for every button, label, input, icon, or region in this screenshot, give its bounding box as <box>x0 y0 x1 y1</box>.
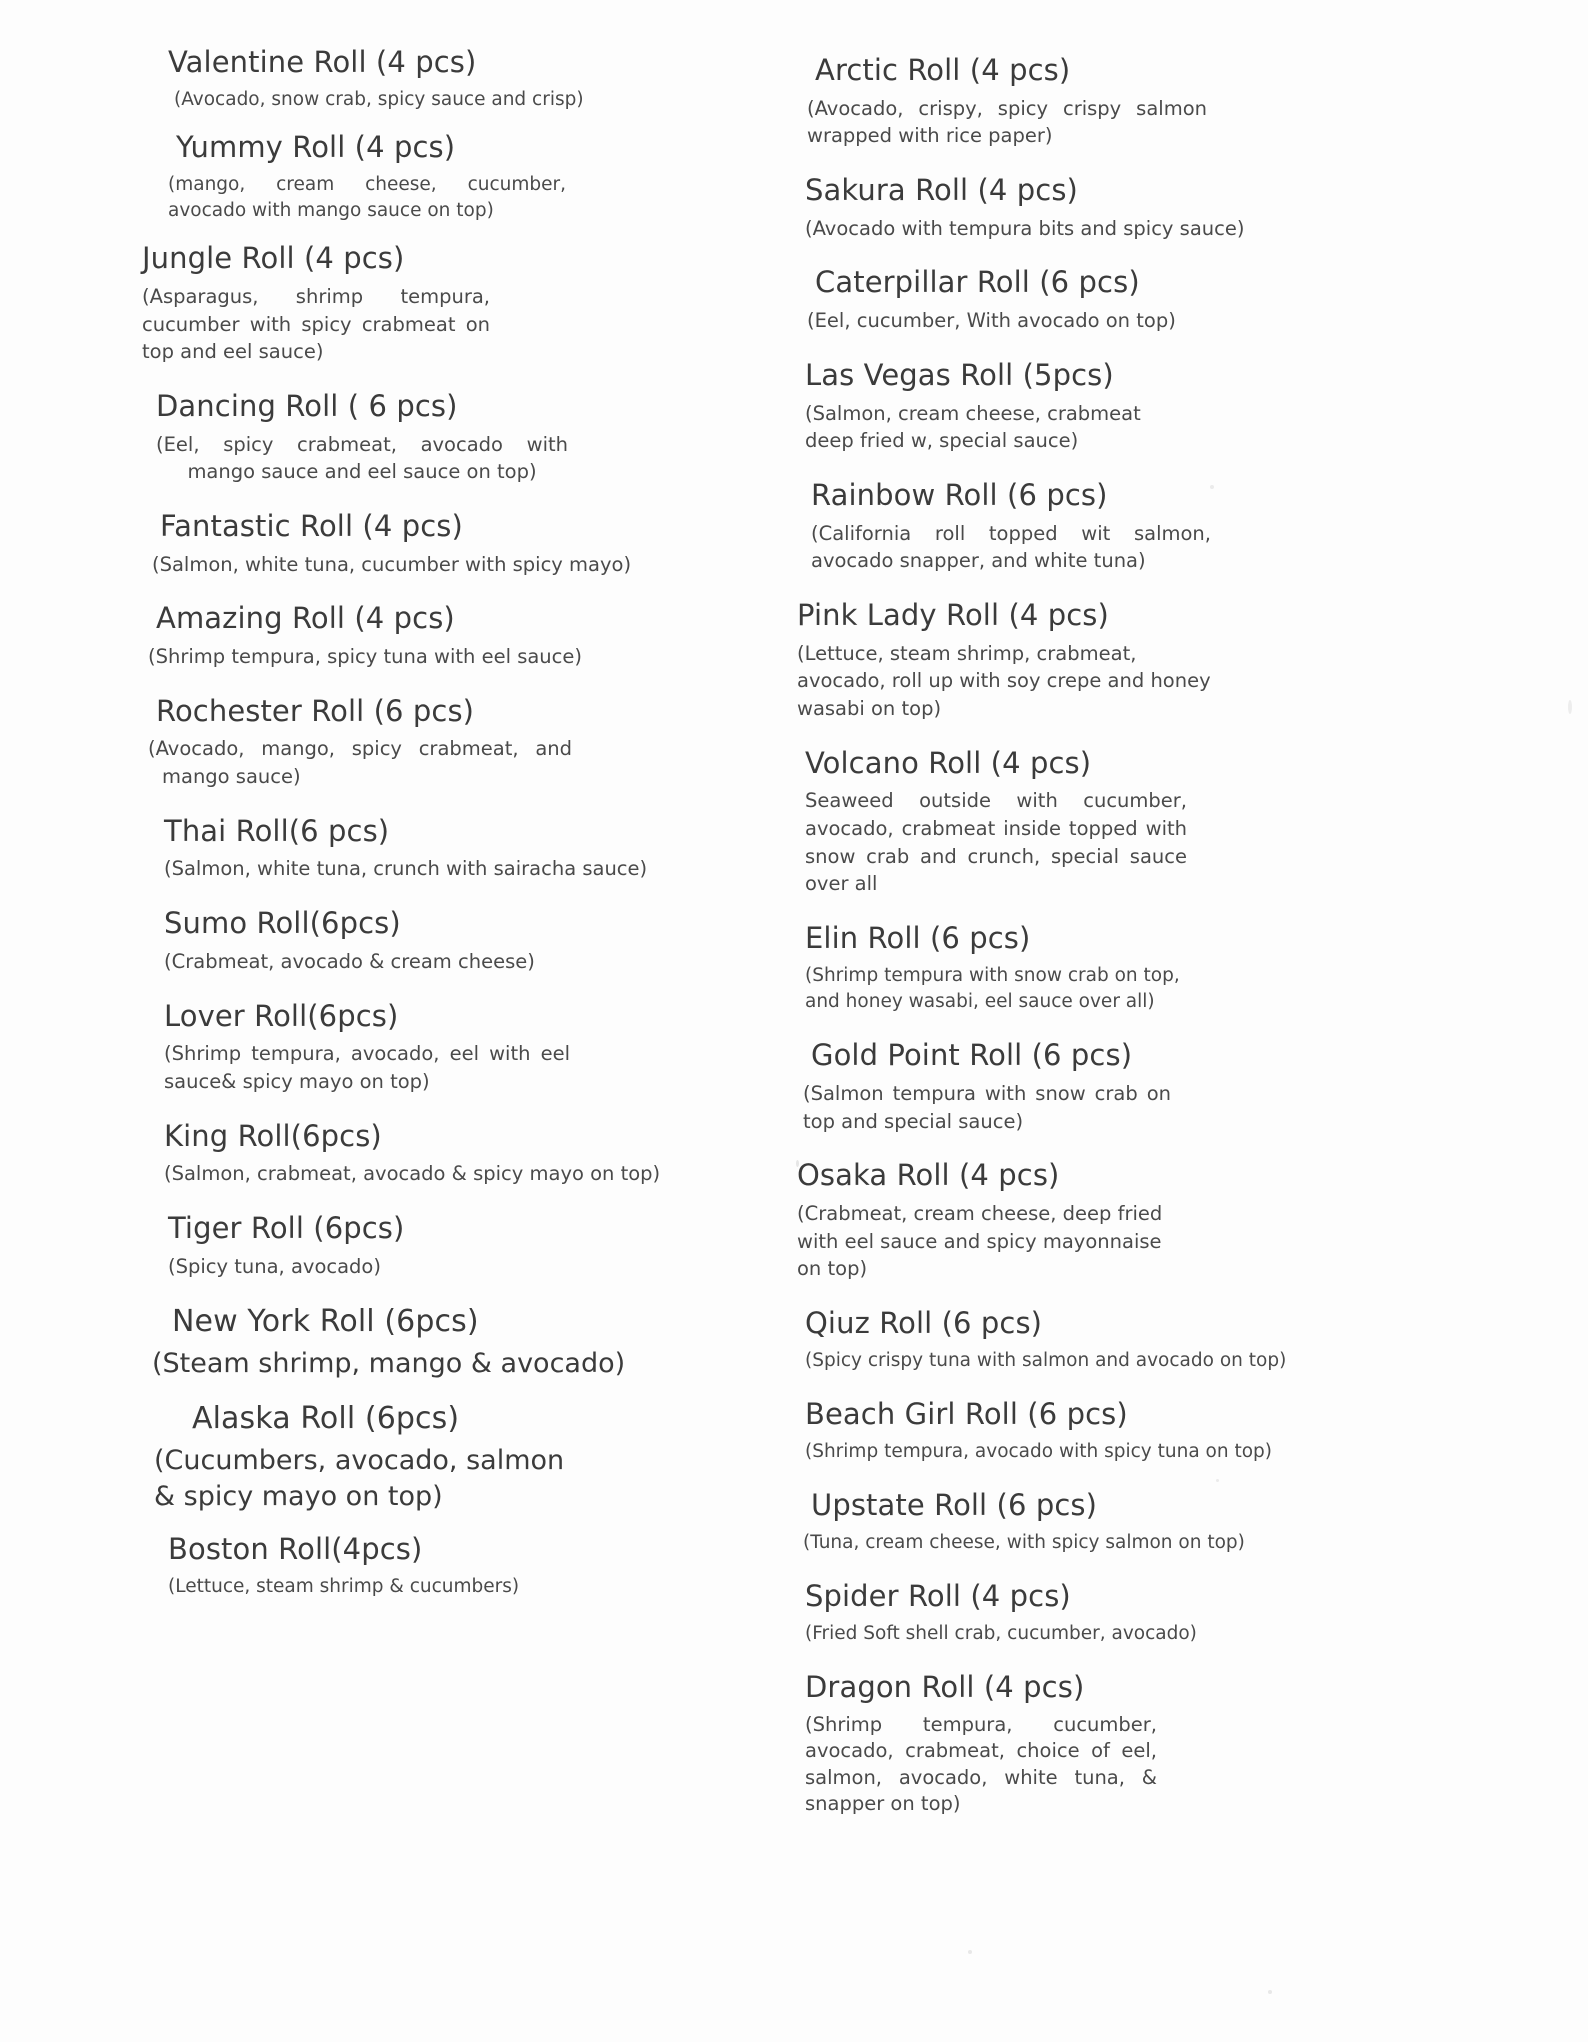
menu-item-name: New York Roll (6pcs) <box>172 1304 479 1340</box>
scan-speck <box>968 1950 972 1954</box>
menu-item-description: (Cucumbers, avocado, salmon & spicy mayo on top) <box>154 1444 565 1512</box>
menu-item-alaska-roll[interactable] <box>150 1399 740 1515</box>
menu-item-name: Pink Lady Roll (4 pcs) <box>797 597 1109 632</box>
menu-item-description: (Spicy tuna, avocado) <box>168 1254 381 1278</box>
menu-item-name: Spider Roll (4 pcs) <box>805 1579 1071 1614</box>
menu-item-tiger-roll[interactable] <box>150 1210 740 1280</box>
menu-item-new-york-roll[interactable] <box>150 1302 740 1382</box>
menu-item-name: Elin Roll (6 pcs) <box>805 921 1031 956</box>
menu-item-description: (Avocado, mango, spicy crabmeat, and mango sauce) <box>148 737 572 789</box>
menu-item-description: (Crabmeat, avocado & cream cheese) <box>164 949 535 973</box>
menu-item-name: Gold Point Roll (6 pcs) <box>811 1038 1133 1073</box>
menu-item-name: King Roll(6pcs) <box>164 1118 382 1153</box>
menu-column-right <box>760 44 1588 1818</box>
menu-columns <box>0 44 1588 1818</box>
menu-item-description: (Fried Soft shell crab, cucumber, avocado) <box>805 1622 1197 1644</box>
menu-item-name: Yummy Roll (4 pcs) <box>176 129 456 164</box>
menu-item-name: Dancing Roll ( 6 pcs) <box>156 388 458 423</box>
menu-item-dragon-roll[interactable] <box>805 1669 1488 1818</box>
menu-item-spider-roll[interactable] <box>805 1578 1488 1647</box>
scan-speck <box>1568 700 1572 714</box>
menu-column-left <box>0 44 760 1600</box>
menu-item-name: Tiger Roll (6pcs) <box>168 1210 405 1245</box>
menu-item-description: (Eel, cucumber, With avocado on top) <box>807 309 1176 333</box>
menu-item-jungle-roll[interactable] <box>142 240 740 366</box>
menu-item-description: (Asparagus, shrimp tempura, cucumber with spicy crabmeat on top and eel sauce) <box>142 284 490 364</box>
menu-item-description: (Shrimp tempura, spicy tuna with eel sauce) <box>148 645 582 669</box>
menu-item-name: Alaska Roll (6pcs) <box>192 1400 460 1436</box>
menu-item-boston-roll[interactable] <box>150 1531 740 1600</box>
menu-item-name: Volcano Roll (4 pcs) <box>805 745 1092 780</box>
menu-item-name: Las Vegas Roll (5pcs) <box>805 357 1114 392</box>
menu-item-description: (Tuna, cream cheese, with spicy salmon on top) <box>803 1531 1245 1553</box>
menu-item-dancing-roll[interactable] <box>150 388 740 486</box>
menu-item-description: (Eel, spicy crabmeat, avocado with mango sauce and eel sauce on top) <box>156 432 568 484</box>
menu-item-name: Jungle Roll (4 pcs) <box>142 241 405 276</box>
scan-speck <box>1210 485 1214 489</box>
menu-item-name: Rochester Roll (6 pcs) <box>156 693 475 728</box>
menu-item-las-vegas-roll[interactable] <box>805 357 1488 455</box>
menu-item-description: (mango, cream cheese, cucumber, avocado with mango sauce on top) <box>168 173 566 221</box>
menu-item-osaka-roll[interactable] <box>797 1157 1488 1283</box>
menu-item-name: Qiuz Roll (6 pcs) <box>805 1306 1043 1341</box>
menu-item-king-roll[interactable] <box>150 1118 740 1188</box>
menu-item-name: Sumo Roll(6pcs) <box>164 906 401 941</box>
menu-item-description: (Crabmeat, cream cheese, deep fried with eel sauce and spicy mayonnaise on top) <box>797 1202 1163 1281</box>
menu-item-lover-roll[interactable] <box>150 998 740 1096</box>
menu-item-pink-lady-roll[interactable] <box>797 597 1488 723</box>
menu-item-upstate-roll[interactable] <box>805 1487 1488 1556</box>
menu-item-name: Beach Girl Roll (6 pcs) <box>805 1397 1128 1432</box>
menu-item-name: Boston Roll(4pcs) <box>168 1531 423 1566</box>
menu-item-sumo-roll[interactable] <box>150 905 740 975</box>
menu-item-description: (Avocado, snow crab, spicy sauce and crisp) <box>174 88 584 110</box>
menu-item-description: (Shrimp tempura, avocado, eel with eel sauce& spicy mayo on top) <box>164 1042 570 1093</box>
menu-item-amazing-roll[interactable] <box>150 600 740 670</box>
scan-speck <box>796 1160 799 1167</box>
menu-item-volcano-roll[interactable] <box>805 745 1488 898</box>
menu-item-name: Caterpillar Roll (6 pcs) <box>815 265 1140 300</box>
scan-speck <box>1268 1990 1272 1994</box>
menu-item-name: Valentine Roll (4 pcs) <box>168 45 477 79</box>
menu-item-beach-girl-roll[interactable] <box>805 1396 1488 1465</box>
menu-item-name: Osaka Roll (4 pcs) <box>797 1158 1060 1193</box>
menu-item-rainbow-roll[interactable] <box>805 477 1488 575</box>
menu-item-description: (Salmon, white tuna, crunch with sairacha sauce) <box>164 857 648 881</box>
menu-item-name: Lover Roll(6pcs) <box>164 998 399 1033</box>
menu-item-name: Arctic Roll (4 pcs) <box>815 53 1071 87</box>
menu-item-description: (Avocado, crispy, spicy crispy salmon wrapped with rice paper) <box>807 96 1207 148</box>
menu-item-description: (Lettuce, steam shrimp, crabmeat, avocado, roll up with soy crepe and honey wasabi on top) <box>797 641 1211 720</box>
menu-item-arctic-roll[interactable] <box>805 52 1488 150</box>
menu-item-yummy-roll[interactable] <box>150 129 740 224</box>
menu-item-description: (Salmon, white tuna, cucumber with spicy mayo) <box>152 552 632 576</box>
menu-item-name: Fantastic Roll (4 pcs) <box>160 508 463 543</box>
menu-item-elin-roll[interactable] <box>805 920 1488 1015</box>
menu-item-name: Thai Roll(6 pcs) <box>164 813 390 848</box>
menu-item-description: (California roll topped wit salmon, avocado snapper, and white tuna) <box>811 521 1211 573</box>
scan-speck <box>1216 1479 1219 1482</box>
menu-item-description: (Salmon, crabmeat, avocado & spicy mayo on top) <box>164 1162 661 1186</box>
menu-item-thai-roll[interactable] <box>150 813 740 883</box>
menu-item-description: (Salmon tempura with snow crab on top and special sauce) <box>803 1082 1171 1133</box>
menu-item-name: Dragon Roll (4 pcs) <box>805 1669 1085 1704</box>
menu-item-description: (Steam shrimp, mango & avocado) <box>152 1348 626 1380</box>
menu-item-description: (Lettuce, steam shrimp & cucumbers) <box>168 1575 520 1597</box>
menu-item-gold-point-roll[interactable] <box>805 1037 1488 1135</box>
menu-item-name: Sakura Roll (4 pcs) <box>805 173 1078 208</box>
menu-item-description: (Salmon, cream cheese, crabmeat deep fried w, special sauce) <box>805 401 1141 453</box>
menu-item-description: (Avocado with tempura bits and spicy sauce) <box>805 216 1245 240</box>
menu-item-name: Rainbow Roll (6 pcs) <box>811 477 1108 512</box>
menu-item-description: (Shrimp tempura, avocado with spicy tuna on top) <box>805 1440 1272 1462</box>
menu-item-valentine-roll[interactable] <box>150 44 740 113</box>
menu-item-description: Seaweed outside with cucumber, avocado, crabmeat inside topped with snow crab and crunch, special sauce over all <box>805 789 1187 896</box>
menu-item-description: (Spicy crispy tuna with salmon and avocado on top) <box>805 1349 1287 1371</box>
menu-item-caterpillar-roll[interactable] <box>805 264 1488 334</box>
menu-item-name: Upstate Roll (6 pcs) <box>811 1488 1097 1523</box>
menu-item-description: (Shrimp tempura with snow crab on top, and honey wasabi, eel sauce over all) <box>805 964 1180 1013</box>
menu-item-sakura-roll[interactable] <box>805 172 1488 242</box>
menu-item-description: (Shrimp tempura, cucumber, avocado, crabmeat, choice of eel, salmon, avocado, white tuna, & snapper on top) <box>805 1712 1157 1816</box>
menu-item-fantastic-roll[interactable] <box>150 508 740 578</box>
menu-item-qiuz-roll[interactable] <box>805 1305 1488 1374</box>
menu-item-rochester-roll[interactable] <box>150 693 740 791</box>
menu-item-name: Amazing Roll (4 pcs) <box>156 601 455 636</box>
